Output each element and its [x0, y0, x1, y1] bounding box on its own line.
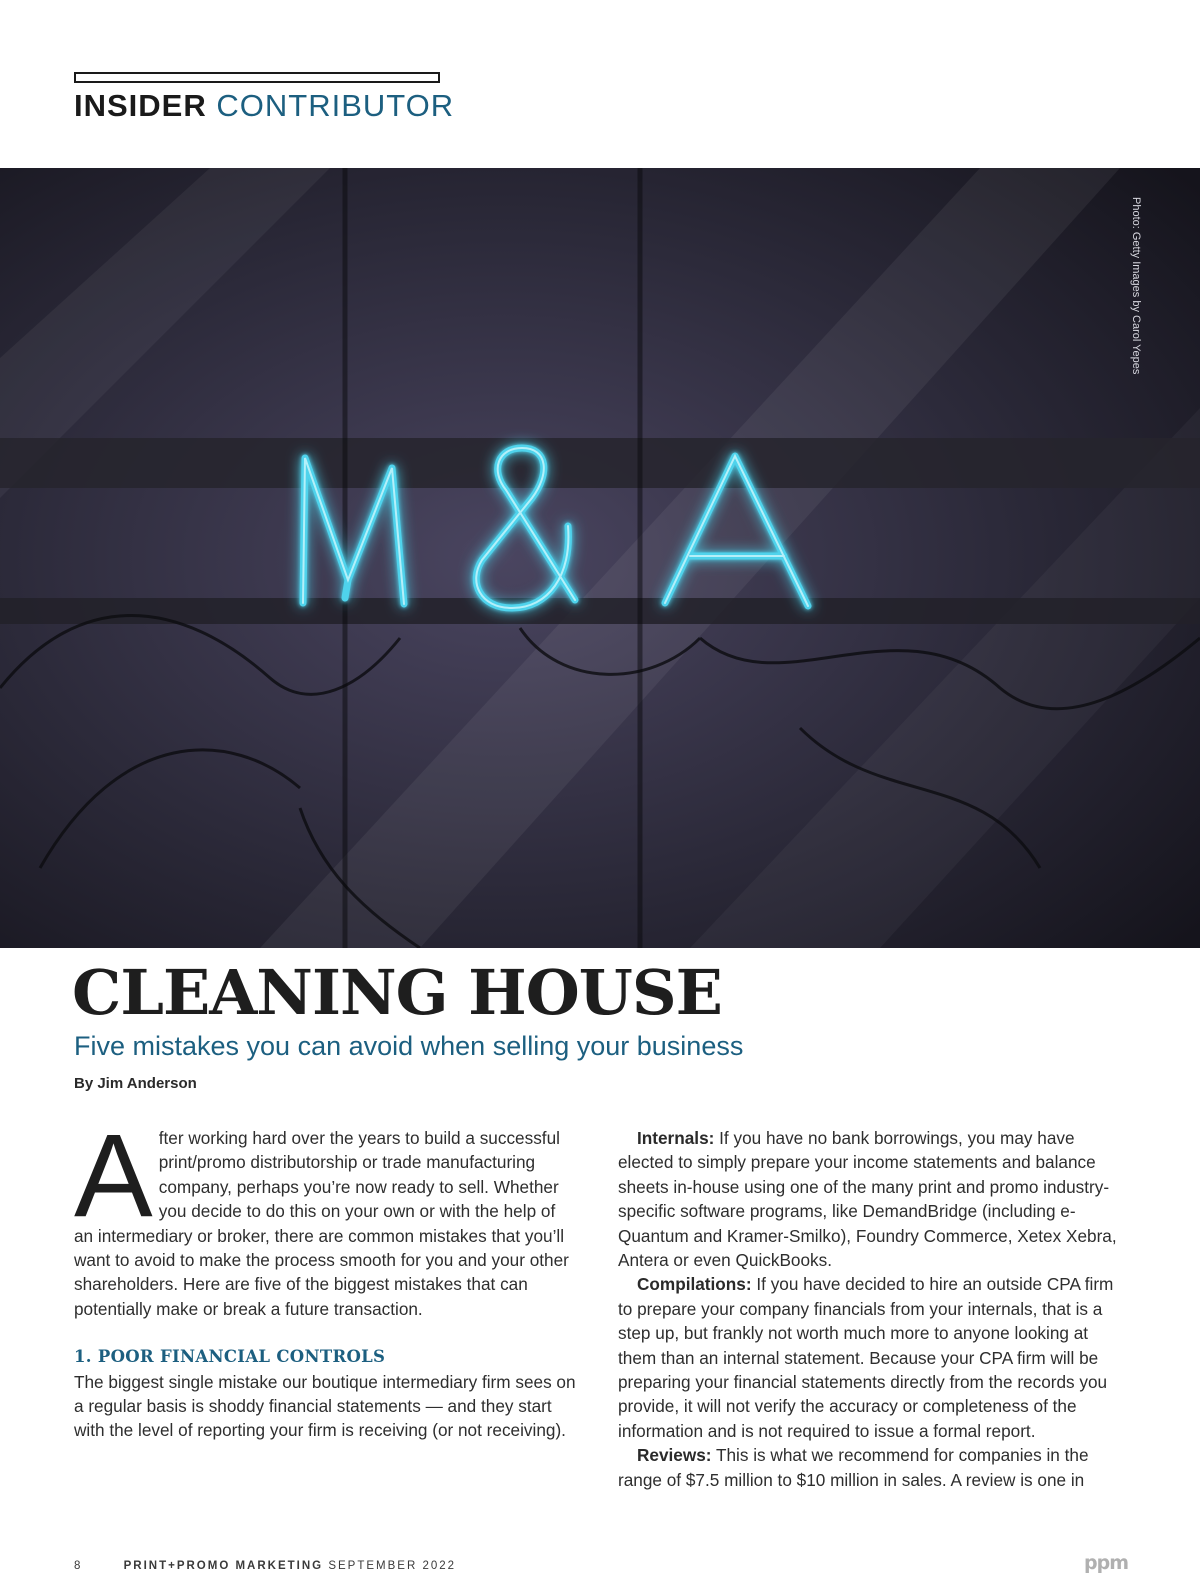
section-label-light: CONTRIBUTOR: [216, 88, 455, 123]
compilations-paragraph: [618, 1272, 1126, 1443]
neon-sign-illustration: [0, 168, 1200, 948]
article-dek: Five mistakes you can avoid when selling your business: [74, 1031, 744, 1061]
ppm-logo: ppm: [1084, 1552, 1128, 1574]
internals-text: If you have no bank borrowings, you may have elected to simply prepare your income statements and balance sheets in-house using one of the many print and promo industry-specific software programs, like DemandBridge (including e-Quantum and Kramer-Smilko), Foundry Commerce, Xetex Xebra, Antera or even QuickBooks.: [618, 1128, 1117, 1271]
drop-cap: A: [74, 1110, 153, 1242]
body-column-left: [74, 1110, 578, 1443]
intro-text: fter working hard over the years to build a successful print/promo distributorship or trade manufacturing company, perhaps you’re now ready to sell. Whether you decide to do this on your own or with the help of an intermediary or broker, there are common mistakes that you’ll want to avoid to make the process smooth for you and your other shareholders. Here are five of the biggest mistakes that can potentially make or break a future transaction.: [74, 1128, 569, 1319]
sign-rail: [0, 438, 1200, 488]
article-title: CLEANING HOUSE: [72, 956, 722, 1029]
body-paragraph: The biggest single mistake our boutique intermediary firm sees on a regular basis is shoddy financial statements — and they start with the level of reporting your firm is receiving (or not receiving).: [74, 1371, 576, 1441]
publication-name: PRINT+PROMO MARKETING: [123, 1560, 324, 1572]
photo-credit: Photo: Getty Images by Carol Yepes: [1130, 197, 1142, 375]
section-rule: [74, 72, 440, 83]
subhead-poor-financial-controls: 1. POOR FINANCIAL CONTROLS: [74, 1347, 386, 1367]
compilations-text: If you have decided to hire an outside CPA firm to prepare your company financials from your internals, that is a step up, but frankly not worth much more to anyone looking at them than an internal statement. Because your CPA firm will be preparing your financial statements directly from the records you provide, it will not verify the accuracy or completeness of the information and is not required to issue a formal report.: [618, 1274, 1114, 1441]
intro-paragraph: [74, 1110, 578, 1321]
page-number: 8: [74, 1560, 83, 1572]
hero-photo: [0, 168, 1200, 948]
reviews-paragraph: [618, 1443, 1126, 1492]
sign-rail: [0, 598, 1200, 624]
reviews-text: This is what we recommend for companies in the range of $7.5 million to $10 million in sales. A review is one in: [618, 1445, 1089, 1490]
term-internals: Internals:: [637, 1128, 715, 1148]
term-reviews: Reviews:: [637, 1445, 712, 1466]
section-label: [74, 88, 454, 124]
section-label-strong: INSIDER: [74, 88, 207, 123]
internals-paragraph: [618, 1126, 1126, 1272]
term-compilations: Compilations:: [637, 1274, 752, 1295]
body-column-right: [618, 1126, 1126, 1492]
page-footer: [74, 1560, 456, 1572]
article-byline: By Jim Anderson: [74, 1075, 197, 1092]
issue-date: SEPTEMBER 2022: [328, 1560, 457, 1572]
